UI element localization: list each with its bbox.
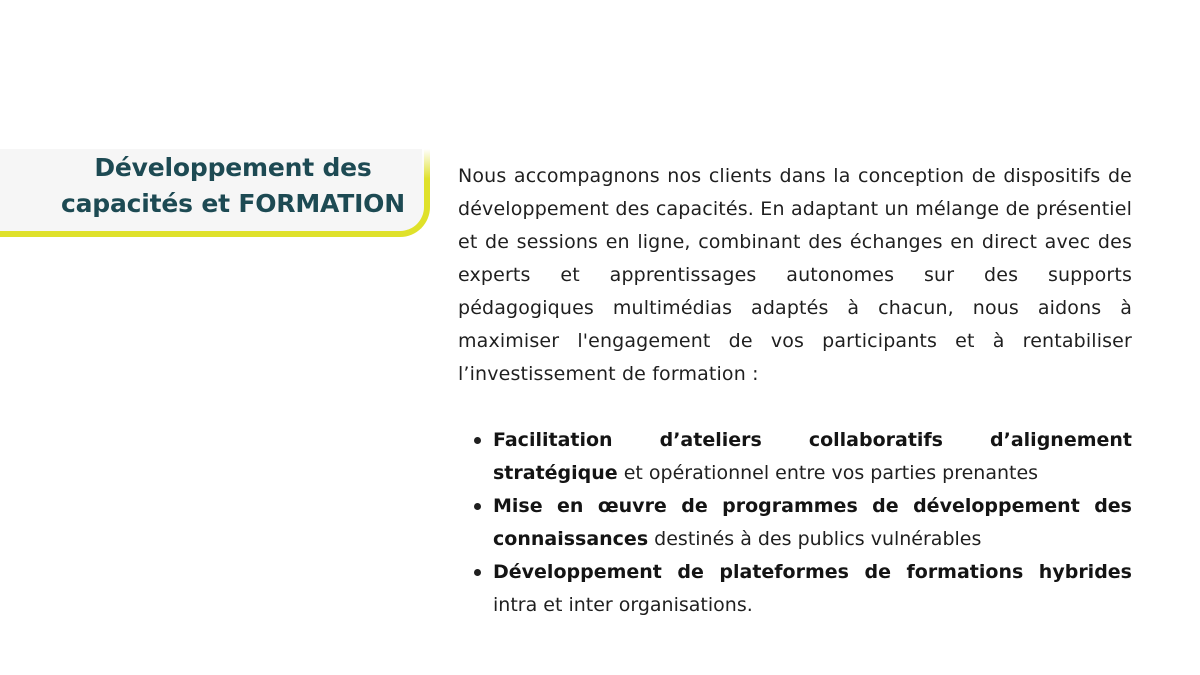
section-title-line-2: capacités et FORMATION <box>61 189 405 218</box>
list-item-text: destinés à des publics vulnérables <box>648 528 982 550</box>
content-body <box>458 160 1132 622</box>
list-item-text: intra et inter organisations. <box>493 594 753 616</box>
list-item <box>458 556 1132 622</box>
list-item <box>458 424 1132 490</box>
services-list <box>458 424 1132 622</box>
list-item-bold: Mise en œuvre de programmes de développement des connaissances <box>493 495 1132 550</box>
section-title-line-1: Développement des <box>94 153 372 182</box>
list-item <box>458 490 1132 556</box>
list-item-text: et opérationnel entre vos parties prenantes <box>617 462 1039 484</box>
intro-paragraph: Nous accompagnons nos clients dans la conception de dispositifs de développement des capacités. En adaptant un mélange de présentiel et de sessions en ligne, combinant des échanges en direct avec des experts et apprentissages autonomes sur des supports pédagogiques multimédias adaptés à chacun, nous aidons à maximiser l'engagement de vos participants et à rentabiliser l’investissement de formation : <box>458 165 1132 385</box>
list-item-bold: Facilitation d’ateliers collaboratifs d’alignement stratégique <box>493 429 1132 484</box>
bullet-icon <box>474 503 481 510</box>
bullet-icon <box>474 569 481 576</box>
list-item-bold: Développement de plateformes de formations hybrides <box>493 561 1132 583</box>
bullet-icon <box>474 437 481 444</box>
section-title <box>0 150 466 222</box>
